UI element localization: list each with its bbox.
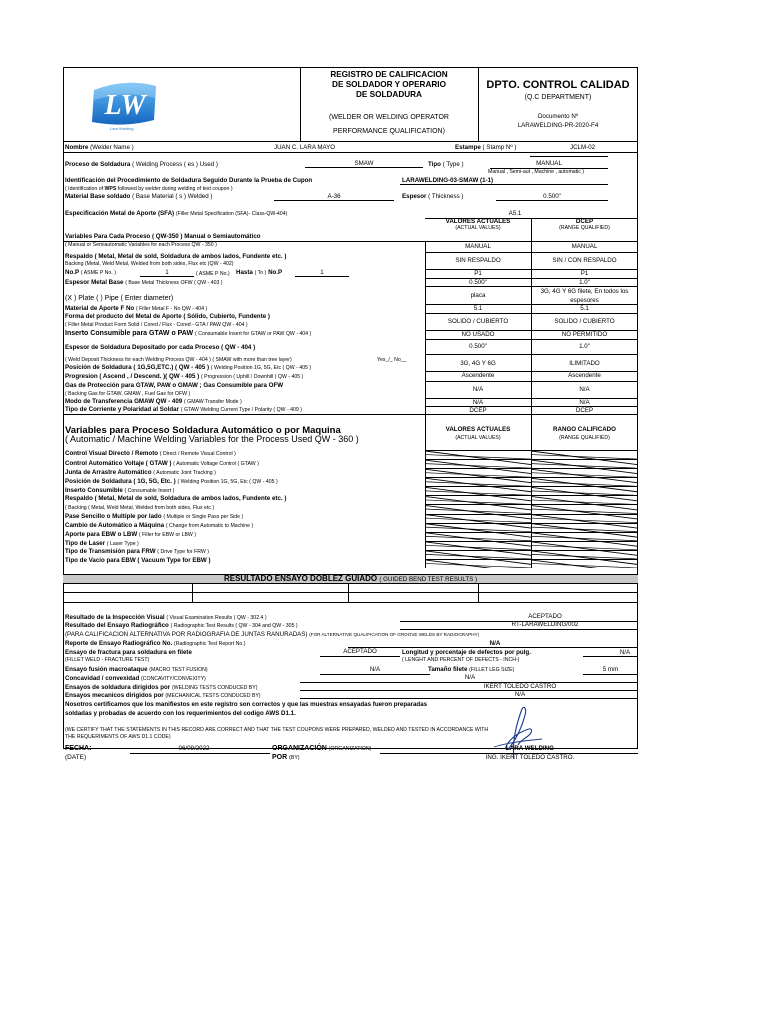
backing-actual: SIN RESPALDO	[455, 257, 501, 264]
filler-form-label: Forma del producto del Metal de Aporte ( Sólido, Cubierto, Fundente )	[65, 313, 270, 320]
hatch-diagonal	[531, 473, 637, 478]
auto-row-position: Posición de Soldadura ( 1G, 5G, Etc. ) ( Welding Position 1G, 5G, Etc ( QW - 405 )	[65, 478, 278, 485]
type-value: MANUAL	[536, 160, 562, 167]
type-label: Tipo ( Type )	[428, 161, 464, 168]
current-actual: DCEP	[469, 407, 487, 414]
hatch-diagonal	[425, 482, 531, 487]
hatch-diagonal	[425, 491, 531, 496]
pno-actual: P1	[474, 270, 482, 277]
stamp-label: Estampe ( Stamp Nº )	[455, 144, 517, 151]
manual-range: MANUAL	[571, 243, 598, 250]
deposit-note: ( Weld Deposit Thickness for each Welding Process QW - 404 ) ( SMAW with more than tree layer)	[65, 357, 292, 363]
hatch-diagonal	[425, 554, 531, 559]
current-label: Tipo de Corriente y Polaridad al Soldar ( GTAW Welding Current Type / Polarity ( QW - 409 )	[65, 406, 302, 413]
actual-values-header-en: (ACTUAL VALUES)	[455, 225, 501, 231]
transfer-label: Modo de Transferencia GMAW QW - 409 ( GMAW Transfer Mode )	[65, 398, 242, 405]
fno-actual: 5.1	[473, 305, 483, 312]
range-header: DCEP	[575, 218, 594, 225]
sfa-value: A5.1	[508, 210, 522, 217]
asme-p-value: 1	[140, 269, 194, 277]
by-value: ING. IKERT TOLEDO CASTRO.	[485, 754, 575, 761]
hatch-diagonal	[531, 509, 637, 514]
deposit-actual: 0.500"	[469, 343, 487, 350]
hatch-diagonal	[425, 545, 531, 550]
current-range: DCEP	[575, 407, 594, 414]
progression-label: Progresion ( Ascend , / Descend. )( QW - 405 ) ( Progression ( Uphill / Downhill ( QW - 405 )	[65, 373, 304, 380]
stamp-value: JCLM-02	[570, 144, 596, 151]
fracture-test-value: ACEPTADO	[343, 648, 377, 655]
deposit-range: 1.0"	[579, 343, 590, 350]
hatch-diagonal	[425, 518, 531, 523]
radiographic-value: RT-LARAWELDING/002	[511, 621, 579, 628]
fracture-test-label: Ensayo de fractura para soldadura en filete	[65, 649, 192, 656]
auto-row-backing-note: ( Backing ( Metal, Weld Metal, Welded from both sides, Flux etc )	[65, 505, 215, 511]
hatch-diagonal	[531, 536, 637, 541]
thickness-value: 0.500"	[496, 193, 608, 201]
filler-form-note: ( Filler Metal Product Form Solid / Cored / Flux - Cored - GTA / PAW QW - 404 )	[65, 322, 248, 328]
rt-report-value: N/A	[489, 640, 501, 647]
auto-row-tracking: Junta de Arrastre Automático ( Automatic Joint Tracking )	[65, 469, 216, 476]
hatch-diagonal	[425, 509, 531, 514]
defects-label: Longitud y porcentaje de defectos por pulg.	[402, 649, 531, 656]
manual-vars-heading-en: ( Manual or Semiautomatic Variables for each Process QW - 350 )	[65, 242, 217, 248]
auto-row-frw: Tipo de Transmisión para FRW ( Drive Type for FRW )	[65, 548, 209, 555]
insert-label: Inserto Consumible para GTAW o PAW ( Consumable Insert for GTAW or PAW QW - 404 )	[65, 330, 312, 337]
auto-range-header: RANGO CALIFICADO	[553, 426, 616, 433]
mechanical-tests-label: Ensayos mecanicos dirigidos por (MECHANICAL TESTS CONDUCED BY)	[65, 692, 261, 699]
progression-actual: Ascendente	[461, 372, 495, 379]
form-range: SOLIDO / CUBIERTO	[554, 318, 615, 325]
hatch-diagonal	[425, 563, 531, 568]
base-material-label: Material Base soldado ( Base Material ( s ) Welded )	[65, 193, 213, 200]
date-label: FECHA:	[65, 745, 92, 752]
visual-inspection-value: ACEPTADO	[528, 613, 562, 620]
macro-test-label: Ensayo fusión macroataque (MACRO TEST FUSION)	[65, 666, 208, 673]
gas-actual: N/A	[472, 386, 484, 393]
welder-name-value: JUAN C. LARA MAYO	[274, 144, 336, 151]
wps-note: ( Identification of WPS followed by welder during welding of test coupon )	[65, 186, 233, 192]
base-material-value: A-36	[274, 193, 394, 201]
macro-test-value: N/A	[369, 666, 381, 673]
rt-report-label: Reporte de Ensayo Radiográfico No. (Radiographic Test Report No.)	[65, 640, 246, 647]
type-note: Manual , Semi-aut , Machine , automatic )	[488, 169, 585, 175]
svg-text:LW: LW	[104, 90, 146, 121]
organization-value: LARA WELDING	[506, 745, 554, 752]
backing-range: SIN / CON RESPALDO	[552, 257, 617, 264]
sfa-label: Especificación Metal de Aporte (SFA) (Filler Metal Specification (SFA)- Class-QW-404)	[65, 210, 288, 217]
auto-row-filler: Aporte para EBW o LBW ( Filler for EBW or LBW )	[65, 531, 196, 538]
department-title: DPTO. CONTROL CALIDAD	[486, 79, 630, 91]
defects-value: N/A	[619, 649, 631, 656]
date-label-en: (DATE)	[65, 754, 87, 761]
hatch-diagonal	[531, 527, 637, 532]
plate-pipe-row: (X ) Plate ( ) Pipe ( Enter diameter)	[65, 295, 174, 302]
hatch-diagonal	[531, 545, 637, 550]
position-range: ILIMITADO	[569, 360, 600, 367]
form-actual: SOLIDO / CUBIERTO	[447, 318, 509, 325]
welder-name-label: Nombre (Welder Name )	[65, 144, 134, 151]
concavity-label: Concavidad / convexidad (CONCAVITY/CONVEXITY)	[65, 675, 206, 682]
progression-range: Ascendente	[568, 372, 601, 379]
base-thickness-label: Espesor Metal Base ( Base Metal Thickness OFW ( QW - 403 )	[65, 279, 223, 286]
certification-es: Nosotros certificamos que los manifiestos en este registro son correctos y que las muestras ensayadas fueron preparadas soldadas y probadas de acuerdo con los requerimientos del codigo AWS D1.1.	[65, 701, 428, 717]
asme-p-row: No.P ( ASME P No. )	[65, 269, 116, 276]
fillet-size-label: Tamaño filete (FILLET LEG SIZE)	[428, 666, 515, 673]
auto-row-insert: Inserto Consumible ( Consumable Insert )	[65, 487, 175, 494]
hatch-diagonal	[425, 473, 531, 478]
auto-row-visual: Control Visual Directo / Remoto ( Direct / Remote Visual Control )	[65, 450, 236, 457]
wps-value: LARAWELDING-03-SMAW (1-1)	[402, 177, 494, 184]
mechanical-tests-value: N/A	[514, 691, 526, 698]
deposit-thickness-label: Espesor de Soldadura Depositado por cada Proceso ( QW - 404 )	[65, 344, 256, 351]
form-title: REGISTRO DE CALIFICACION DE SOLDADOR Y OPERARIO DE SOLDADURA	[330, 70, 448, 99]
fillet-size-value: 5 mm	[602, 666, 619, 673]
hatch-diagonal	[531, 563, 637, 568]
logo-caption: Lara Welding	[110, 126, 134, 131]
auto-row-vacuum: Tipo de Vacio para EBW ( Vacuum Type for EBW )	[65, 557, 211, 564]
document-label: Documento Nº	[537, 113, 579, 120]
process-label: Proceso de Soldadura ( Welding Process ( es ) Used )	[65, 161, 218, 168]
auto-row-backing: Respaldo ( Metal, Metal de sold, Soldadura de ambos lados, Fundente etc. )	[65, 495, 287, 502]
company-logo	[88, 76, 162, 132]
hatch-diagonal	[531, 518, 637, 523]
bend-test-title: RESULTADO ENSAYO DOBLEZ GUIADO ( GUIDED BEND TEST RESULTS )	[223, 574, 478, 583]
hatch-diagonal	[425, 527, 531, 532]
directed-by-label: Ensayos de soldadura dirigidos por (WELDING TESTS CONDUCED BY)	[65, 684, 258, 691]
hatch-diagonal	[425, 500, 531, 505]
asme-p-value2: 1	[295, 269, 349, 277]
auto-vars-heading-en: ( Automatic / Machine Welding Variables for the Process Used QW - 360 )	[65, 434, 359, 444]
defects-en: ( LENGHT AND PERCENT OF DEFECTS - INCH-)	[402, 657, 520, 663]
transfer-actual: N/A	[472, 399, 484, 406]
fracture-test-en: (FILLET WELD - FRACTURE TEST)	[65, 657, 150, 663]
position-actual: 3G, 4G Y 6G	[460, 360, 496, 367]
form-subtitle: (WELDER OR WELDING OPERATOR PERFORMANCE QUALIFICATION)	[329, 114, 449, 135]
concavity-value: N/A	[464, 674, 476, 681]
hatch-diagonal	[531, 464, 637, 469]
auto-actual-header-en: (ACTUAL VALUES)	[455, 435, 501, 441]
transfer-range: N/A	[579, 399, 590, 406]
asme-p-note2: ( ASME P No.)	[196, 271, 230, 277]
manual-vars-heading: Variables Para Cada Proceso ( QW-350 ) Manual o Semiautomático	[65, 233, 261, 240]
hatch-diagonal	[531, 491, 637, 496]
backing-label: Respaldo ( Metal, Metal de sold, Soldadura de ambos lados, Fundente etc. )	[65, 253, 287, 260]
plate-actual: placa	[470, 292, 486, 299]
gas-label: Gas de Protección para GTAW, PAW o GMAW ; Gas Consumible para OFW	[65, 382, 284, 389]
hatch-diagonal	[425, 455, 531, 460]
auto-actual-header: VALORES ACTUALES	[445, 426, 511, 433]
visual-inspection-label: Resultado de la Inspección Visual ( Visual Examination Results ( QW - 302.4 )	[65, 614, 267, 621]
thickness-range: 1.0"	[579, 279, 590, 286]
insert-actual: NO USADO	[461, 331, 495, 338]
hatch-diagonal	[531, 500, 637, 505]
thickness-actual: 0.500"	[469, 279, 487, 286]
auto-row-voltage: Control Automático Voltaje ( GTAW ) ( Automatic Voltage Control ( GTAW )	[65, 460, 259, 467]
backing-note: Backing (Metal, Weld Metal, Welded from both sides, Flux etc (QW - 402)	[65, 261, 234, 267]
certification-en: (WE CERTIFY THAT THE STATEMENTS IN THIS RECORD ARE CORRECT AND THAT THE TEST COUPONS WERE PREPARED, WELDED AND TESTED IN ACCORDANCE WITH THE REQUERIMENTS OF AWS D1.1 CODE)	[65, 727, 489, 740]
filler-f-label: Material de Aporte F No ( Filler Metal F - No QW - 404 )	[65, 305, 208, 312]
hatch-diagonal	[425, 536, 531, 541]
hatch-diagonal	[425, 464, 531, 469]
process-value: SMAW	[305, 160, 423, 168]
yes-no: Yes_/_ No__	[377, 357, 407, 363]
gas-range: N/A	[579, 386, 590, 393]
date-value: 06/09/2022	[178, 745, 210, 752]
wps-label: Identificación del Procedimiento de Soldadura Seguido Durante la Prueba de Cupon	[65, 177, 313, 184]
auto-row-passes: Pase Sencillo o Multiple por lado ( Multiple or Single Pass per Side )	[65, 513, 244, 520]
gas-note: ( Backing Gas for GTAW, GMAW , Fuel Gas for OFW )	[65, 391, 191, 397]
by-label: POR (BY)	[272, 754, 300, 761]
auto-row-change: Cambio de Automático a Máquina ( Change from Automatic to Machine )	[65, 522, 254, 529]
plate-range: 3G, 4G Y 6G filete, En todos los espesores	[540, 288, 629, 304]
auto-vars-heading: Variables para Proceso Soldadura Automático o por Maquina	[65, 425, 341, 436]
insert-range: NO PERMITIDO	[561, 331, 608, 338]
document-number: LARAWELDING-PR-2020-F4	[517, 122, 599, 129]
hatch-diagonal	[531, 554, 637, 559]
organization-label: ORGANIZACIÓN (ORGANIZATION)	[272, 745, 372, 752]
to-label: Hasta ( To ) No.P	[236, 269, 283, 276]
thickness-label: Espesor ( Thickness )	[402, 193, 464, 200]
department-subtitle: (Q.C DEPARTMENT)	[524, 94, 592, 101]
pno-range: P1	[580, 270, 589, 277]
auto-row-laser: Tipo de Laser ( Laser Type )	[65, 540, 139, 547]
alternative-qualification: (PARA CALIFICACION ALTERNATIVA POR RADIOGRAFIA DE JUNTAS RANURADAS) (FOR ALTERNATIVE QUALIFICATION OF GROOVE WELDS BY RADIOGRAPHY)	[65, 631, 480, 638]
range-header-en: (RANGE QUALIFIED)	[559, 225, 610, 231]
fno-range: 5.1	[580, 305, 589, 312]
radiographic-label: Resultado del Ensayo Radiográfico ( Radiographic Test Results ( QW - 304 and QW - 305 )	[65, 622, 298, 629]
directed-by-value: IKERT TOLEDO CASTRO	[483, 683, 557, 690]
hatch-diagonal	[531, 482, 637, 487]
auto-range-header-en: (RANGE QUALIFIED)	[559, 435, 610, 441]
position-label: Posición de Soldadura ( 1G,5G,ETC.) ( QW - 405 ) ( Welding Position 1G, 5G, Etc ( QW - 405 )	[65, 364, 312, 371]
actual-values-header: VALORES ACTUALES	[445, 218, 511, 225]
hatch-diagonal	[531, 455, 637, 460]
manual-actual: MANUAL	[465, 243, 491, 250]
